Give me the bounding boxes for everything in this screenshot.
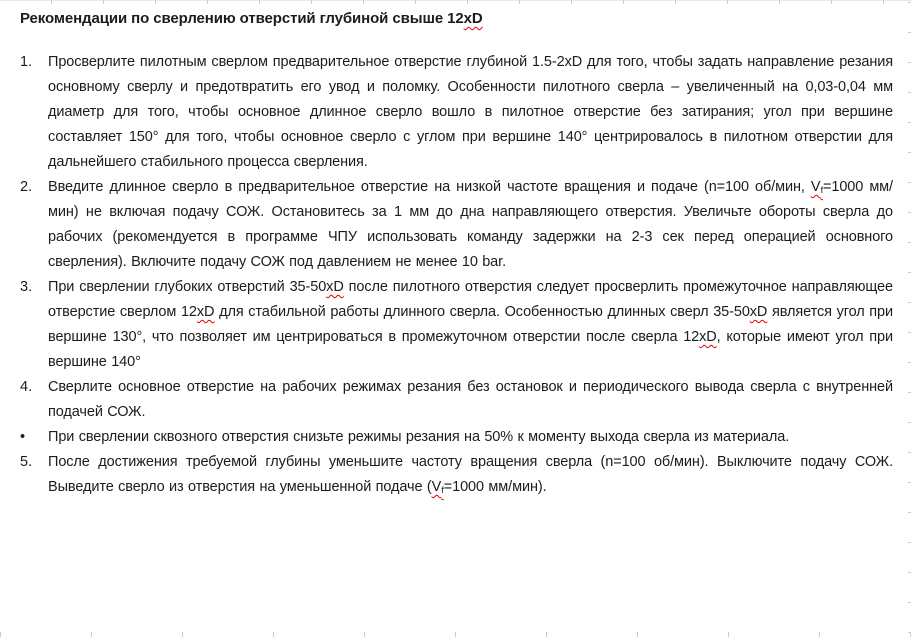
paragraph-text xyxy=(48,450,893,500)
text-run: =1000 мм/мин). xyxy=(443,479,547,495)
text-run: , которые имеют угол при вершине 140° xyxy=(48,329,893,370)
list-marker: 2. xyxy=(20,179,33,195)
misspelled-text-run: xD xyxy=(749,304,768,320)
list-marker: 3. xyxy=(20,279,33,295)
list-marker: • xyxy=(20,429,26,445)
paragraph-text xyxy=(48,175,893,275)
misspelled-text-run: f xyxy=(820,185,824,197)
list-marker: 5. xyxy=(20,454,33,470)
misspelled-text-run: xD xyxy=(326,279,344,295)
text-run: после пилотного отверстия следует просверлить промежуточное направляющее отверстие сверлом 12 xyxy=(48,279,893,320)
list-marker: 4. xyxy=(20,379,33,395)
text-run: Просверлите пилотным сверлом предварительное отверстие глубиной 1.5-2xD для того, чтобы задать направление резания основному сверлу и предотвратить его увод и поломку. Особенности пилотного сверла – увеличенный на 0,03-0,04 мм диаметр для того, чтобы основное длинное сверло вошло в пилотное отверстие без затирания; угол при вершине составляет 150° для того, чтобы основное сверло с углом при вершине 140° центрировалось в пилотном отверстии для дальнейшего стабильного процесса сверления. xyxy=(48,54,893,170)
misspelled-text-run: V xyxy=(810,179,821,195)
paragraph-text xyxy=(48,425,893,450)
text-run: Рекомендации по сверлению отверстий глубиной свыше 12 xyxy=(20,10,464,27)
misspelled-text-run: xD xyxy=(196,304,215,320)
document-title xyxy=(20,7,893,31)
text-run: После достижения требуемой глубины уменьшите частоту вращения сверла (n=100 об/мин). Выключите подачу СОЖ. Выведите сверло из отверстия на уменьшенной подаче ( xyxy=(48,454,893,495)
list-item xyxy=(20,450,893,500)
paragraph-text xyxy=(48,50,893,175)
misspelled-text-run: xD xyxy=(463,10,483,27)
misspelled-text-run: f xyxy=(441,485,444,497)
list-item xyxy=(20,375,893,425)
text-run: Введите длинное сверло в предварительное отверстие на низкой частоте вращения и подаче (n=100 об/мин, xyxy=(48,179,811,195)
text-run: =1000 мм/мин) не включая подачу СОЖ. Остановитесь за 1 мм до дна направляющего отверстия. Увеличьте обороты сверла до рабочих (рекомендуется в программе ЧПУ использовать команду задержки на 2-3 сек перед операцией основного сверления). Включите подачу СОЖ под давлением не менее 10 bar. xyxy=(48,179,893,270)
paragraph-text xyxy=(48,375,893,425)
list-item xyxy=(20,175,893,275)
list-item xyxy=(20,425,893,450)
text-run: является угол при вершине 130°, что позволяет им центрироваться в промежуточном отверстии после сверла 12 xyxy=(48,304,893,345)
misspelled-text-run: V xyxy=(431,479,442,495)
text-run: для стабильной работы длинного сверла. Особенностью длинных сверл 35-50 xyxy=(214,304,750,320)
text-run: При сверлении глубоких отверстий 35-50 xyxy=(48,279,327,295)
text-run: Сверлите основное отверстие на рабочих режимах резания без остановок и периодического вывода сверла с внутренней подачей СОЖ. xyxy=(48,379,893,420)
text-run: При сверлении сквозного отверстия снизьте режимы резания на 50% к моменту выхода сверла из материала. xyxy=(48,429,790,445)
list-item xyxy=(20,275,893,375)
instruction-list xyxy=(20,50,893,500)
list-item xyxy=(20,50,893,175)
list-marker: 1. xyxy=(20,54,33,70)
paragraph-text xyxy=(48,275,893,375)
misspelled-text-run: xD xyxy=(699,329,717,345)
